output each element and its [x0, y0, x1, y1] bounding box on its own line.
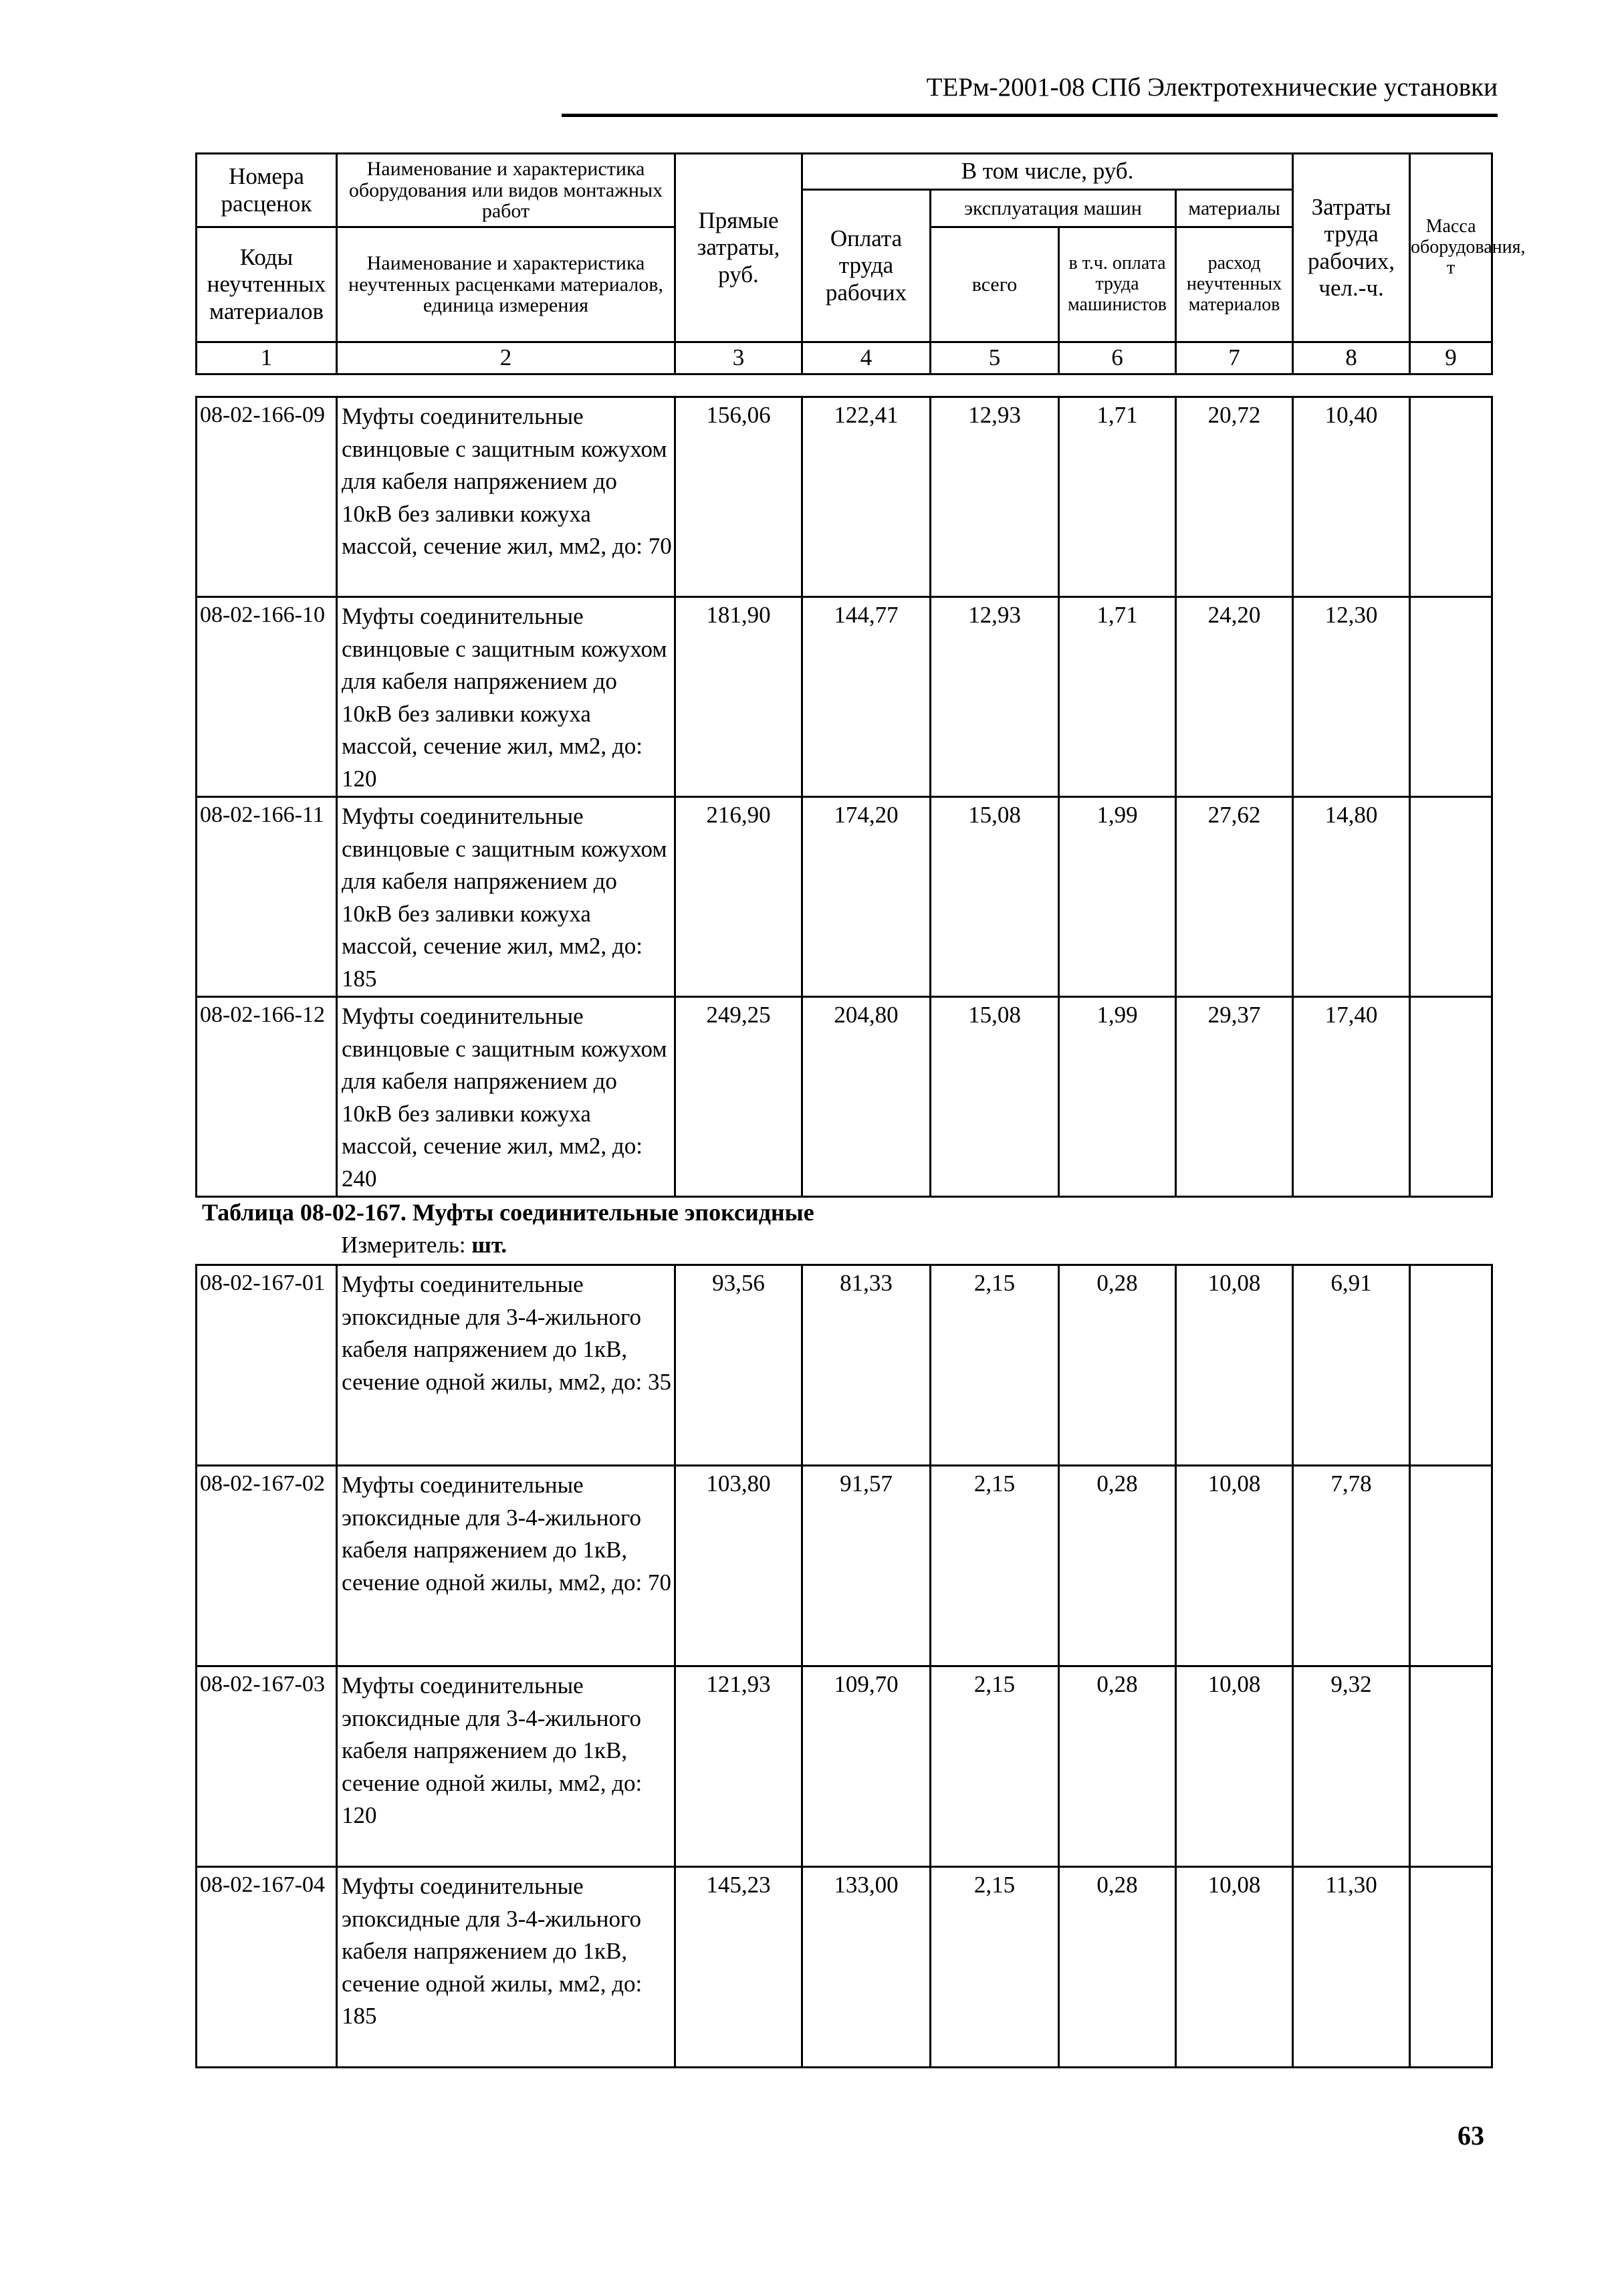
table-row [197, 1265, 1492, 1466]
machines-total-cell: 15,08 [931, 797, 1059, 997]
table-row [197, 997, 1492, 1197]
rate-name-cell: Муфты соединительные свинцовые с защитным кожухом для кабеля напряжением до 10кВ без заливки кожуха массой, сечение жил, мм2, до: 120 [337, 597, 675, 797]
column-number: 3 [675, 342, 802, 374]
table-row [197, 1466, 1492, 1666]
header-unaccounted-materials: расход неучтенных материалов [1176, 227, 1293, 342]
rate-name-cell: Муфты соединительные эпоксидные для 3-4-жильного кабеля напряжением до 1кВ, сечение одной жилы, мм2, до: 35 [337, 1265, 675, 1466]
equipment-mass-cell [1410, 1867, 1492, 2068]
rate-code-cell: 08-02-167-02 [197, 1466, 337, 1666]
rate-code-cell: 08-02-166-12 [197, 997, 337, 1197]
rate-name-cell: Муфты соединительные свинцовые с защитным кожухом для кабеля напряжением до 10кВ без заливки кожуха массой, сечение жил, мм2, до: 240 [337, 997, 675, 1197]
header-machinist-pay: в т.ч. оплата труда машинистов [1059, 227, 1176, 342]
labor-hours-cell: 7,78 [1293, 1466, 1410, 1666]
header-direct-costs: Прямые затраты, руб. [675, 154, 802, 342]
rate-code-cell: 08-02-166-11 [197, 797, 337, 997]
materials-cost-cell: 10,08 [1176, 1666, 1293, 1867]
table-row [197, 397, 1492, 597]
column-number: 2 [337, 342, 675, 374]
materials-cost-cell: 24,20 [1176, 597, 1293, 797]
unit-of-measure [341, 1232, 507, 1259]
machines-total-cell: 2,15 [931, 1466, 1059, 1666]
equipment-mass-cell [1410, 597, 1492, 797]
header-material-codes: Коды неучтенных материалов [197, 227, 337, 342]
header-rate-numbers: Номера расценок [197, 154, 337, 227]
equipment-mass-cell [1410, 797, 1492, 997]
column-number: 4 [802, 342, 931, 374]
direct-costs-cell: 103,80 [675, 1466, 802, 1666]
header-materials: материалы [1176, 190, 1293, 227]
unit-value: шт. [471, 1232, 507, 1258]
worker-pay-cell: 144,77 [802, 597, 931, 797]
rate-name-cell: Муфты соединительные эпоксидные для 3-4-жильного кабеля напряжением до 1кВ, сечение одной жилы, мм2, до: 70 [337, 1466, 675, 1666]
direct-costs-cell: 93,56 [675, 1265, 802, 1466]
worker-pay-cell: 204,80 [802, 997, 931, 1197]
worker-pay-cell: 91,57 [802, 1466, 931, 1666]
rates-table-167 [195, 1264, 1493, 2068]
unit-label: Измеритель: [341, 1232, 466, 1258]
rate-name-cell: Муфты соединительные свинцовые с защитным кожухом для кабеля напряжением до 10кВ без заливки кожуха массой, сечение жил, мм2, до: 185 [337, 797, 675, 997]
direct-costs-cell: 145,23 [675, 1867, 802, 2068]
equipment-mass-cell [1410, 1466, 1492, 1666]
column-number: 9 [1410, 342, 1492, 374]
machinist-pay-cell: 1,71 [1059, 397, 1176, 597]
table-body [197, 1265, 1492, 2068]
rate-code-cell: 08-02-166-10 [197, 597, 337, 797]
materials-cost-cell: 10,08 [1176, 1867, 1293, 2068]
materials-cost-cell: 29,37 [1176, 997, 1293, 1197]
machines-total-cell: 12,93 [931, 597, 1059, 797]
worker-pay-cell: 122,41 [802, 397, 931, 597]
direct-costs-cell: 249,25 [675, 997, 802, 1197]
direct-costs-cell: 156,06 [675, 397, 802, 597]
rates-table-166 [195, 396, 1493, 1198]
materials-cost-cell: 27,62 [1176, 797, 1293, 997]
rate-code-cell: 08-02-167-04 [197, 1867, 337, 2068]
column-number: 7 [1176, 342, 1293, 374]
direct-costs-cell: 216,90 [675, 797, 802, 997]
labor-hours-cell: 6,91 [1293, 1265, 1410, 1466]
header-worker-pay: Оплата труда рабочих [802, 190, 931, 342]
machines-total-cell: 2,15 [931, 1265, 1059, 1466]
worker-pay-cell: 81,33 [802, 1265, 931, 1466]
labor-hours-cell: 14,80 [1293, 797, 1410, 997]
rate-code-cell: 08-02-167-01 [197, 1265, 337, 1466]
table-row [197, 797, 1492, 997]
machinist-pay-cell: 0,28 [1059, 1867, 1176, 2068]
running-head: ТЕРм-2001-08 СПб Электротехнические установки [926, 73, 1498, 102]
worker-pay-cell: 133,00 [802, 1867, 931, 2068]
table-caption: Таблица 08-02-167. Муфты соединительные эпоксидные [202, 1199, 814, 1226]
machines-total-cell: 2,15 [931, 1666, 1059, 1867]
worker-pay-cell: 174,20 [802, 797, 931, 997]
header-rule [562, 114, 1498, 117]
machines-total-cell: 15,08 [931, 997, 1059, 1197]
machinist-pay-cell: 1,99 [1059, 797, 1176, 997]
worker-pay-cell: 109,70 [802, 1666, 931, 1867]
table-row [197, 597, 1492, 797]
machinist-pay-cell: 0,28 [1059, 1265, 1176, 1466]
materials-cost-cell: 10,08 [1176, 1466, 1293, 1666]
rate-name-cell: Муфты соединительные свинцовые с защитным кожухом для кабеля напряжением до 10кВ без заливки кожуха массой, сечение жил, мм2, до: 70 [337, 397, 675, 597]
machinist-pay-cell: 0,28 [1059, 1666, 1176, 1867]
column-number: 1 [197, 342, 337, 374]
machinist-pay-cell: 1,99 [1059, 997, 1176, 1197]
labor-hours-cell: 17,40 [1293, 997, 1410, 1197]
header-equipment-mass: Масса оборудования, т [1410, 154, 1492, 342]
header-machine-operation: эксплуатация машин [931, 190, 1176, 227]
equipment-mass-cell [1410, 997, 1492, 1197]
page-number: 63 [1458, 2120, 1484, 2151]
equipment-mass-cell [1410, 1265, 1492, 1466]
header-in-total: В том числе, руб. [802, 154, 1293, 190]
table-body [197, 397, 1492, 1197]
equipment-mass-cell [1410, 397, 1492, 597]
direct-costs-cell: 121,93 [675, 1666, 802, 1867]
rate-code-cell: 08-02-167-03 [197, 1666, 337, 1867]
machinist-pay-cell: 0,28 [1059, 1466, 1176, 1666]
machines-total-cell: 2,15 [931, 1867, 1059, 2068]
header-material-names: Наименование и характеристика неучтенных расценками материалов, единица измерения [337, 227, 675, 342]
header-work-name: Наименование и характеристика оборудования или видов монтажных работ [337, 154, 675, 227]
header-labor-hours: Затраты труда рабочих, чел.-ч. [1293, 154, 1410, 342]
machinist-pay-cell: 1,71 [1059, 597, 1176, 797]
column-number: 6 [1059, 342, 1176, 374]
rate-code-cell: 08-02-166-09 [197, 397, 337, 597]
table-row [197, 1867, 1492, 2068]
column-header-table [195, 152, 1526, 375]
table-row [197, 1666, 1492, 1867]
column-number: 5 [931, 342, 1059, 374]
column-number: 8 [1293, 342, 1410, 374]
materials-cost-cell: 20,72 [1176, 397, 1293, 597]
header-machines-total: всего [931, 227, 1059, 342]
equipment-mass-cell [1410, 1666, 1492, 1867]
machines-total-cell: 12,93 [931, 397, 1059, 597]
direct-costs-cell: 181,90 [675, 597, 802, 797]
labor-hours-cell: 9,32 [1293, 1666, 1410, 1867]
materials-cost-cell: 10,08 [1176, 1265, 1293, 1466]
rate-name-cell: Муфты соединительные эпоксидные для 3-4-жильного кабеля напряжением до 1кВ, сечение одной жилы, мм2, до: 185 [337, 1867, 675, 2068]
rate-name-cell: Муфты соединительные эпоксидные для 3-4-жильного кабеля напряжением до 1кВ, сечение одной жилы, мм2, до: 120 [337, 1666, 675, 1867]
labor-hours-cell: 10,40 [1293, 397, 1410, 597]
labor-hours-cell: 12,30 [1293, 597, 1410, 797]
labor-hours-cell: 11,30 [1293, 1867, 1410, 2068]
